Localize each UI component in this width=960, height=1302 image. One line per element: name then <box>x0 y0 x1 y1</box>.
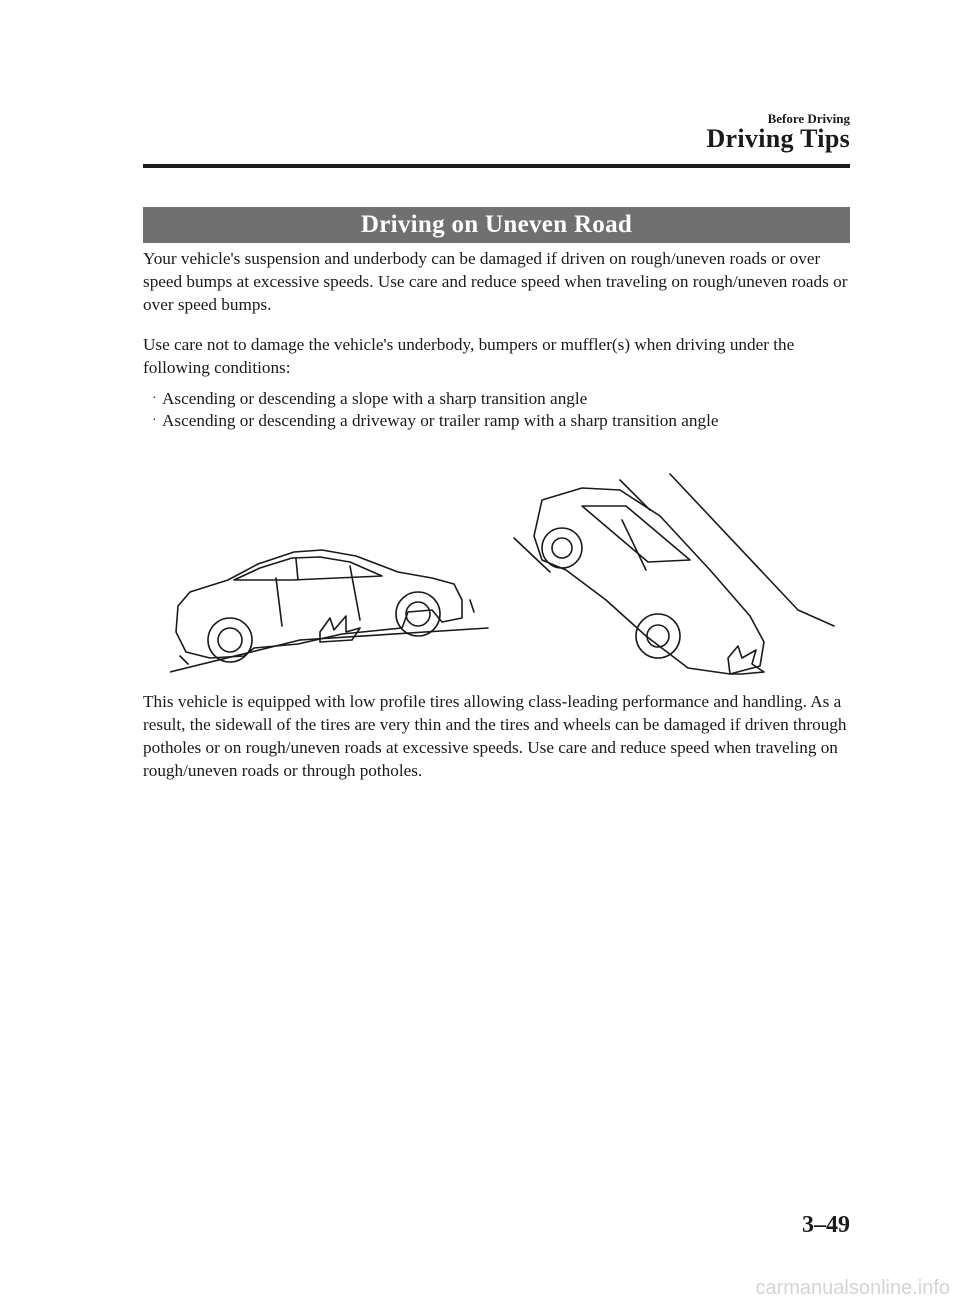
uneven-road-illustration <box>170 460 850 680</box>
topic-title-bar <box>143 207 850 243</box>
section-title: Driving Tips <box>706 124 850 153</box>
conditions-list <box>152 388 719 432</box>
chapter-label: Before Driving <box>767 111 850 126</box>
watermark: carmanualsonline.info <box>755 1277 950 1299</box>
bullet-marker: · <box>152 413 157 428</box>
body-paragraph-1: Your vehicle's suspension and underbody can be damaged if driven on rough/uneven roads or over speed bumps at excessive speeds. Use care and reduce speed when traveling on rough/uneven roads or over speed bumps. <box>143 249 848 314</box>
body-paragraph-3: This vehicle is equipped with low profile tires allowing class-leading performance and handling. As a result, the sidewall of the tires are very thin and the tires and wheels can be damaged if driven through potholes or on rough/uneven roads at excessive speeds. Use care and reduce speed when traveling on rough/uneven roads or through potholes. <box>143 692 847 780</box>
bullet-marker: · <box>152 391 157 406</box>
page-number: 3–49 <box>802 1212 850 1238</box>
list-item-text: Ascending or descending a slope with a sharp transition angle <box>162 389 588 408</box>
list-item-text: Ascending or descending a driveway or trailer ramp with a sharp transition angle <box>162 411 719 430</box>
topic-title: Driving on Uneven Road <box>360 211 633 238</box>
body-paragraph-2: Use care not to damage the vehicle's underbody, bumpers or muffler(s) when driving under the following conditions: <box>143 335 795 377</box>
header-rule <box>143 164 850 168</box>
list-item <box>152 410 719 432</box>
car-ascending-slope-icon <box>170 550 488 672</box>
list-item <box>152 388 719 410</box>
car-descending-ramp-icon <box>514 474 834 674</box>
